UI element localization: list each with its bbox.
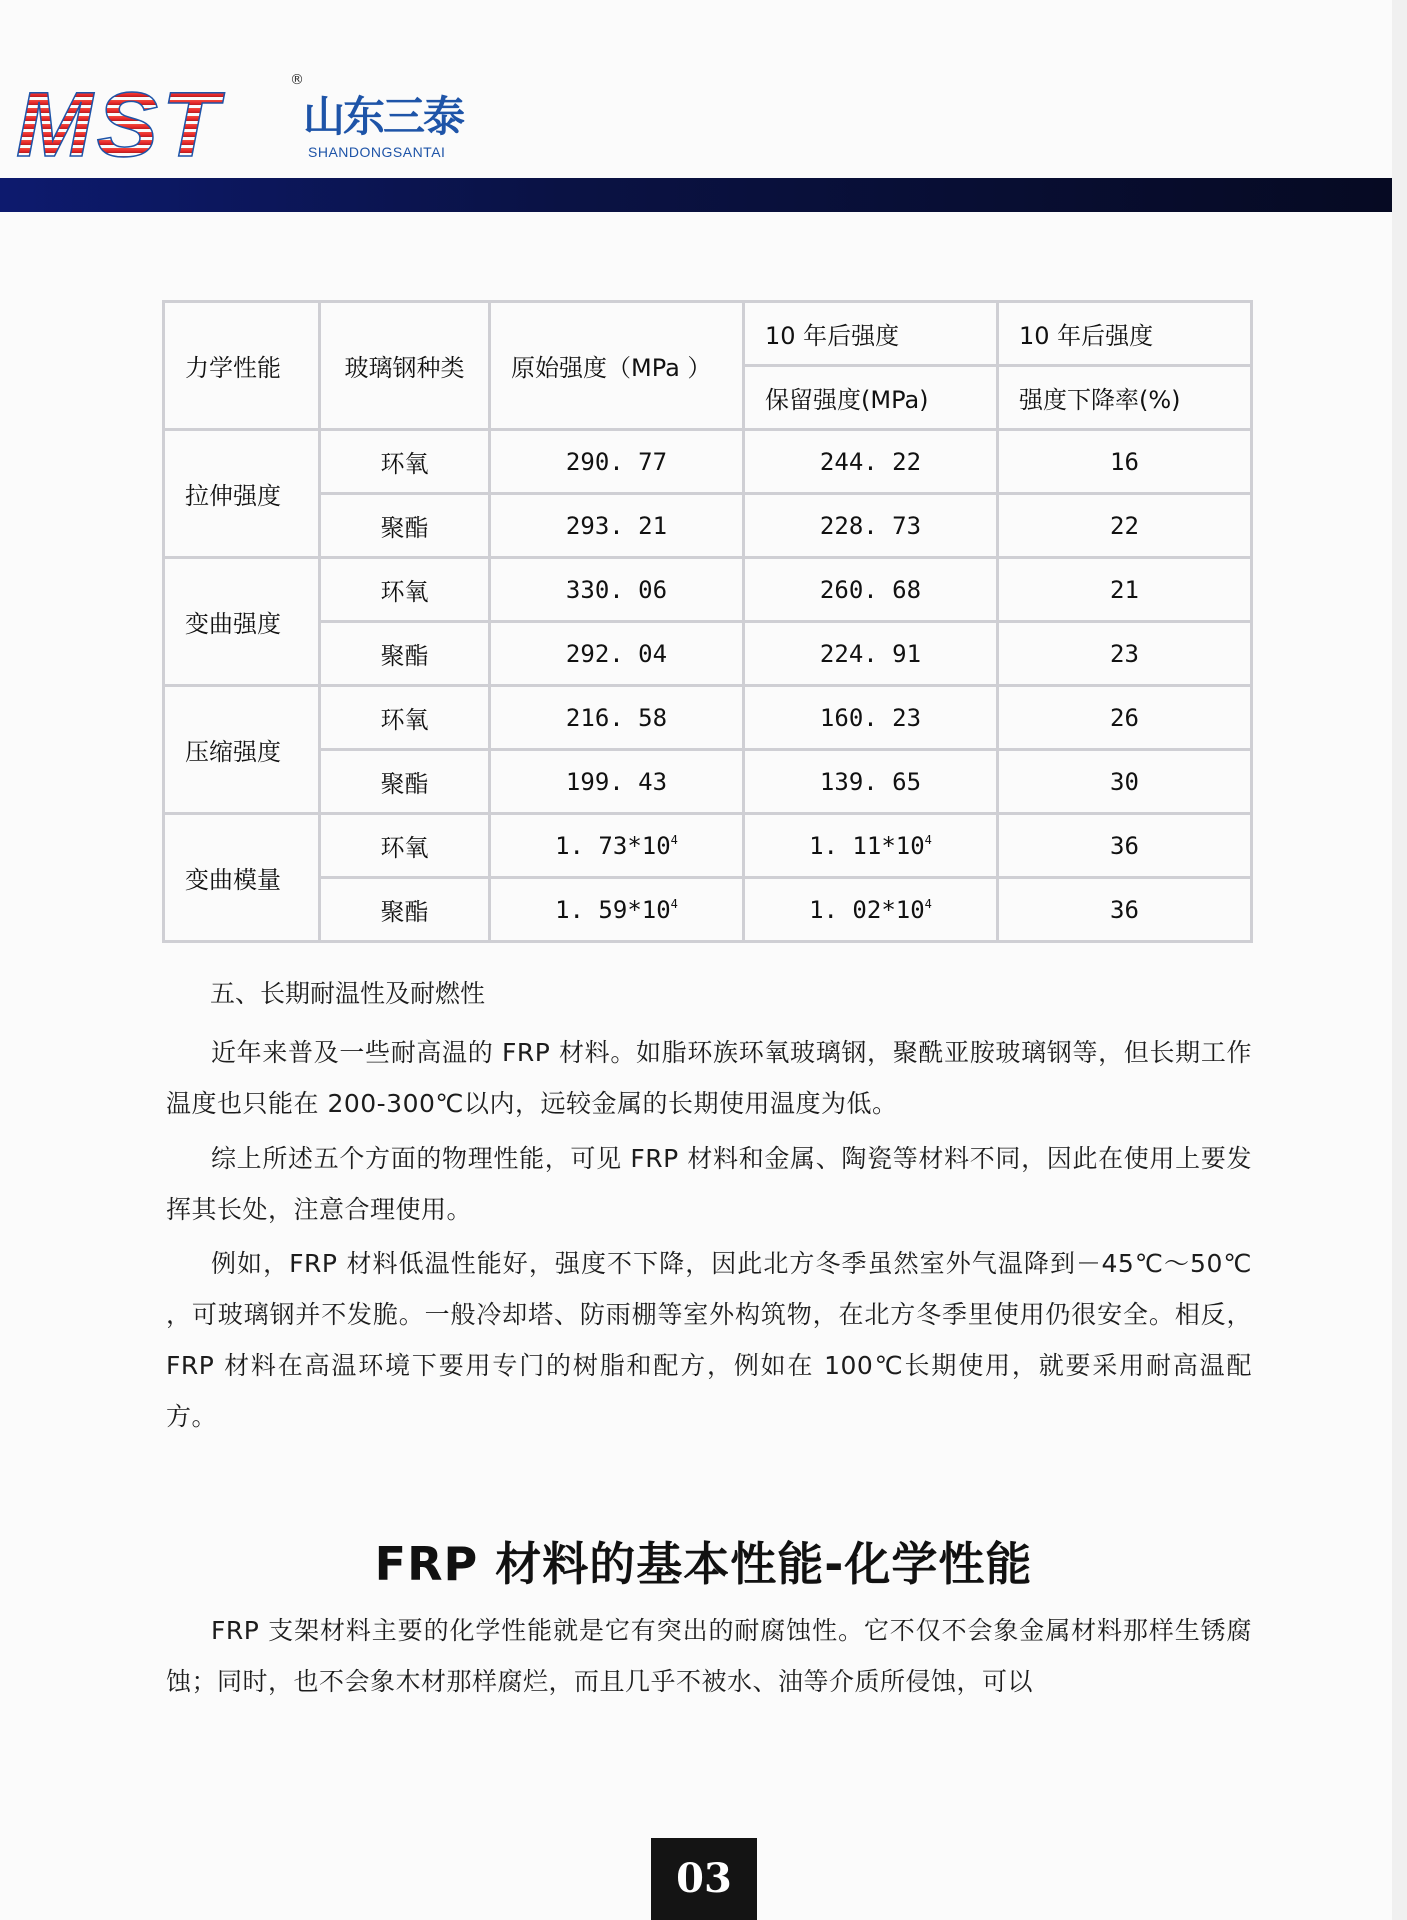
mechanical-properties-table — [162, 300, 1253, 943]
brand-english-name: SHANDONGSANTAI — [308, 144, 446, 160]
chemical-properties-heading: FRP 材料的基本性能-化学性能 — [374, 1537, 1033, 1591]
table-row — [164, 622, 1252, 686]
table-row — [164, 558, 1252, 622]
header-band — [0, 178, 1407, 212]
table-row — [164, 494, 1252, 558]
type-cell: 环氧 — [320, 430, 490, 494]
header-after10-retained-top: 10 年后强度 — [744, 302, 998, 366]
retained-cell: 228. 73 — [744, 494, 998, 558]
property-cell: 变曲强度 — [164, 558, 320, 686]
table-row — [164, 878, 1252, 942]
retained-cell — [744, 878, 998, 942]
table-row — [164, 750, 1252, 814]
page-edge — [1392, 0, 1407, 1920]
paragraph-high-temp: 近年来普及一些耐高温的 FRP 材料。如脂环族环氧玻璃钢，聚酰亚胺玻璃钢等，但长期工作温度也只能在 200-300℃以内，远较金属的长期使用温度为低。 — [166, 1038, 1252, 1118]
original-mantissa: 1. 73*10 — [555, 831, 671, 860]
original-cell: 330. 06 — [490, 558, 744, 622]
drop-cell: 36 — [998, 878, 1252, 942]
header-after10-drop-top: 10 年后强度 — [998, 302, 1252, 366]
retained-mantissa: 1. 11*10 — [809, 831, 925, 860]
original-cell: 293. 21 — [490, 494, 744, 558]
table-row — [164, 686, 1252, 750]
original-cell — [490, 814, 744, 878]
mst-logo-text: MST — [16, 84, 223, 162]
header-type: 玻璃钢种类 — [320, 302, 490, 430]
original-cell: 292. 04 — [490, 622, 744, 686]
drop-cell: 30 — [998, 750, 1252, 814]
original-exponent: 4 — [670, 832, 678, 847]
drop-cell: 23 — [998, 622, 1252, 686]
retained-mantissa: 1. 02*10 — [809, 895, 925, 924]
retained-cell: 160. 23 — [744, 686, 998, 750]
paragraph-summary: 综上所述五个方面的物理性能，可见 FRP 材料和金属、陶瓷等材料不同，因此在使用上要发挥其长处，注意合理使用。 — [166, 1144, 1252, 1224]
property-cell: 压缩强度 — [164, 686, 320, 814]
original-exponent: 4 — [670, 896, 678, 911]
retained-exponent: 4 — [924, 832, 932, 847]
type-cell: 聚酯 — [320, 622, 490, 686]
header-original: 原始强度（MPa ） — [490, 302, 744, 430]
paragraph-low-temp: 例如，FRP 材料低温性能好，强度不下降，因此北方冬季虽然室外气温降到－45℃～50℃ ，可玻璃钢并不发脆。一般冷却塔、防雨棚等室外构筑物，在北方冬季里使用仍很安全。相反，FRP 材料在高温环境下要用专门的树脂和配方，例如在 100℃长期使用，就要采用耐高温配方。 — [166, 1249, 1252, 1431]
type-cell: 聚酯 — [320, 878, 490, 942]
header-retained: 保留强度(MPa) — [744, 366, 998, 430]
retained-cell: 139. 65 — [744, 750, 998, 814]
table-row — [164, 430, 1252, 494]
drop-cell: 22 — [998, 494, 1252, 558]
property-cell: 拉伸强度 — [164, 430, 320, 558]
type-cell: 环氧 — [320, 686, 490, 750]
retained-cell: 224. 91 — [744, 622, 998, 686]
original-cell: 199. 43 — [490, 750, 744, 814]
retained-cell — [744, 814, 998, 878]
property-cell: 变曲模量 — [164, 814, 320, 942]
original-cell — [490, 878, 744, 942]
type-cell: 聚酯 — [320, 494, 490, 558]
drop-cell: 21 — [998, 558, 1252, 622]
type-cell: 环氧 — [320, 814, 490, 878]
registered-mark: ® — [290, 72, 304, 88]
drop-cell: 16 — [998, 430, 1252, 494]
drop-cell: 26 — [998, 686, 1252, 750]
table-row — [164, 814, 1252, 878]
brand-chinese-name: 山东三泰 — [303, 92, 464, 141]
type-cell: 聚酯 — [320, 750, 490, 814]
header-property: 力学性能 — [164, 302, 320, 430]
page-number: 03 — [651, 1838, 757, 1920]
drop-cell: 36 — [998, 814, 1252, 878]
paragraph-corrosion: FRP 支架材料主要的化学性能就是它有突出的耐腐蚀性。它不仅不会象金属材料那样生锈腐蚀；同时，也不会象木材那样腐烂，而且几乎不被水、油等介质所侵蚀，可以 — [166, 1616, 1252, 1696]
table-header-row — [164, 302, 1252, 366]
header-drop: 强度下降率(%) — [998, 366, 1252, 430]
retained-exponent: 4 — [924, 896, 932, 911]
original-cell: 216. 58 — [490, 686, 744, 750]
type-cell: 环氧 — [320, 558, 490, 622]
original-cell: 290. 77 — [490, 430, 744, 494]
mst-logo — [16, 84, 278, 162]
retained-cell: 244. 22 — [744, 430, 998, 494]
section-five-heading: 五、长期耐温性及耐燃性 — [210, 979, 486, 1008]
original-mantissa: 1. 59*10 — [555, 895, 671, 924]
retained-cell: 260. 68 — [744, 558, 998, 622]
